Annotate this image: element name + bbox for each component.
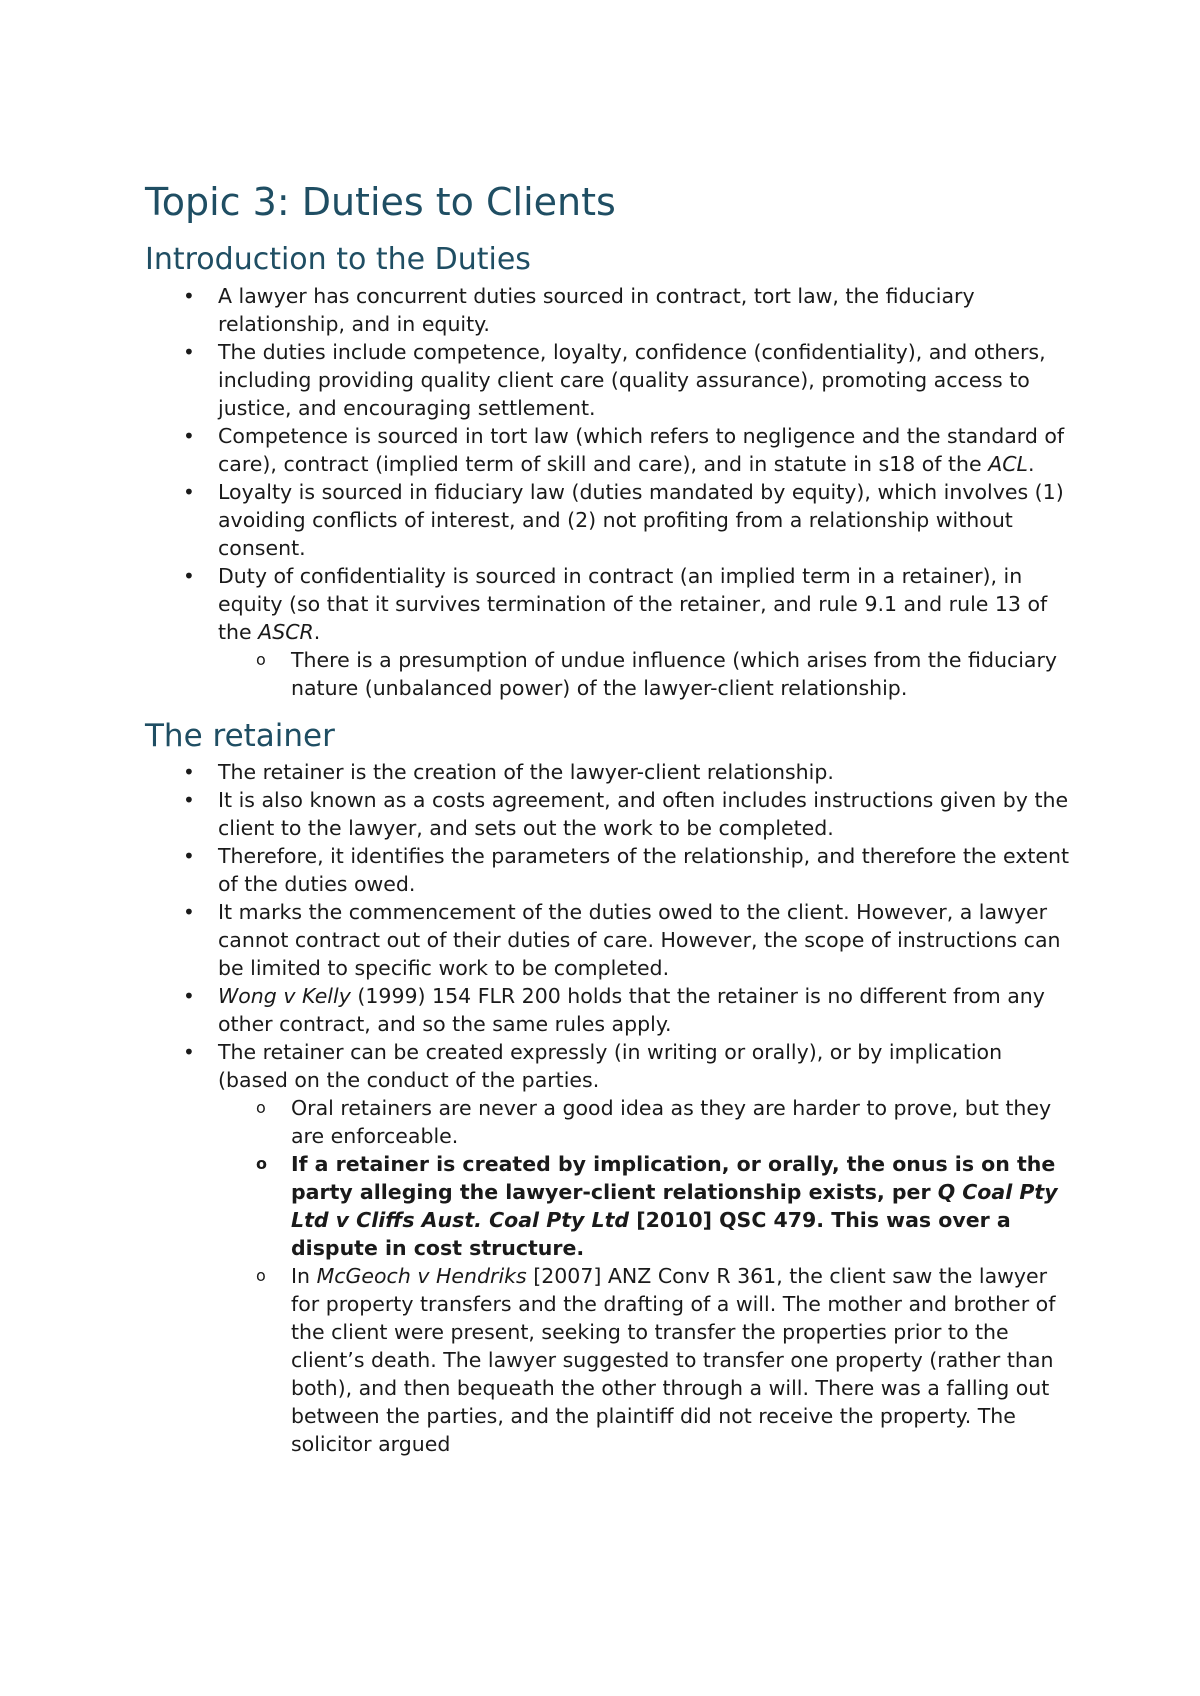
retainer-list [145,758,1075,1458]
list-item: • Duty of confidentiality is sourced in contract (an implied term in a retainer), in equity (so that it survives termination of the retainer, and rule 9.1 and rule 13 of the ASCR. o There is a presumption of undue influence (which arises from the fiduciary nature (unbalanced power) of the lawyer-client relationship. [145,562,1075,702]
sub-bullet-icon: o [256,1154,267,1173]
list-item: • The duties include competence, loyalty, confidence (confidentiality), and others, including providing quality client care (quality assurance), promoting access to justice, and encouraging settlement. [183,340,1046,420]
bullet-icon: • [183,424,195,448]
sub-bullet-icon: o [256,1098,266,1117]
bullet-icon: • [183,564,195,588]
list-item: • Therefore, it identifies the parameters of the relationship, and therefore the extent of the duties owed. [183,844,1070,896]
document-body [145,180,1075,1458]
section-heading-introduction: Introduction to the Duties [145,242,531,277]
list-item: • It marks the commencement of the duties owed to the client. However, a lawyer cannot contract out of their duties of care. However, the scope of instructions can be limited to specific work to be completed. [183,900,1061,980]
list-item: • The retainer is the creation of the lawyer-client relationship. [183,760,834,784]
bullet-icon: • [183,900,195,924]
bullet-icon: • [183,788,195,812]
bullet-icon: • [183,760,195,784]
bullet-icon: • [183,284,195,308]
sub-list-item-bold: o If a retainer is created by implication, or orally, the onus is on the party alleging the lawyer-client relationship exists, per Q Coal Pty Ltd v Cliffs Aust. Coal Pty Ltd [2010] QSC 479. This was over a dispute in cost structure. [256,1152,1058,1260]
list-item: • Wong v Kelly (1999) 154 FLR 200 holds that the retainer is no different from any other contract, and so the same rules apply. [183,984,1045,1036]
page-title: Topic 3: Duties to Clients [145,180,616,224]
bullet-icon: • [183,1040,195,1064]
sub-list-item: o There is a presumption of undue influence (which arises from the fiduciary nature (unbalanced power) of the lawyer-client relationship. [256,648,1058,700]
introduction-list [145,282,1075,702]
bullet-icon: • [183,340,195,364]
sub-list [218,1094,1075,1458]
bullet-icon: • [183,984,195,1008]
list-item: • A lawyer has concurrent duties sourced in contract, tort law, the fiduciary relationship, and in equity. [183,284,975,336]
list-item: • Competence is sourced in tort law (which refers to negligence and the standard of care), contract (implied term of skill and care), and in statute in s18 of the ACL. [183,424,1065,476]
sub-list-item: o In McGeoch v Hendriks [2007] ANZ Conv R 361, the client saw the lawyer for property transfers and the drafting of a will. The mother and brother of the client were present, seeking to transfer the properties prior to the client’s death. The lawyer suggested to transfer one property (rather than both), and then bequeath the other through a will. There was a falling out between the parties, and the plaintiff did not receive the property. The solicitor argued [256,1264,1056,1456]
sub-bullet-icon: o [256,650,266,669]
bullet-icon: • [183,844,195,868]
list-item: • The retainer can be created expressly (in writing or orally), or by implication (based on the conduct of the parties. o Oral retainers are never a good idea as they are harder to prove, but they are enforceable. o If a retainer is created by implication, or orally, the onus is on the party alleging the lawyer-client relationship exists, per Q Coal Pty Ltd v Cliffs Aust. Coal Pty Ltd [2010] QSC 479. This was over a dispute in cost structure. o In McGeoch v Hendriks [2007] ANZ Conv R 361, the client saw the lawyer for property transfers and the drafting of a will. The mother and brother of the client were present, seeking to transfer the properties prior to the client’s death. The lawyer suggested to transfer one property (rather than both), and then bequeath the other through a will. There was a falling out between the parties, and the plaintiff did not receive the property. The solicitor argued [145,1038,1075,1458]
sub-list [218,646,1075,702]
sub-bullet-icon: o [256,1266,266,1285]
sub-list-item: o Oral retainers are never a good idea as they are harder to prove, but they are enforceable. [256,1096,1052,1148]
list-item: • It is also known as a costs agreement, and often includes instructions given by the client to the lawyer, and sets out the work to be completed. [183,788,1069,840]
bullet-icon: • [183,480,195,504]
list-item: • Loyalty is sourced in fiduciary law (duties mandated by equity), which involves (1) avoiding conflicts of interest, and (2) not profiting from a relationship without consent. [183,480,1064,560]
section-heading-retainer: The retainer [145,718,335,754]
